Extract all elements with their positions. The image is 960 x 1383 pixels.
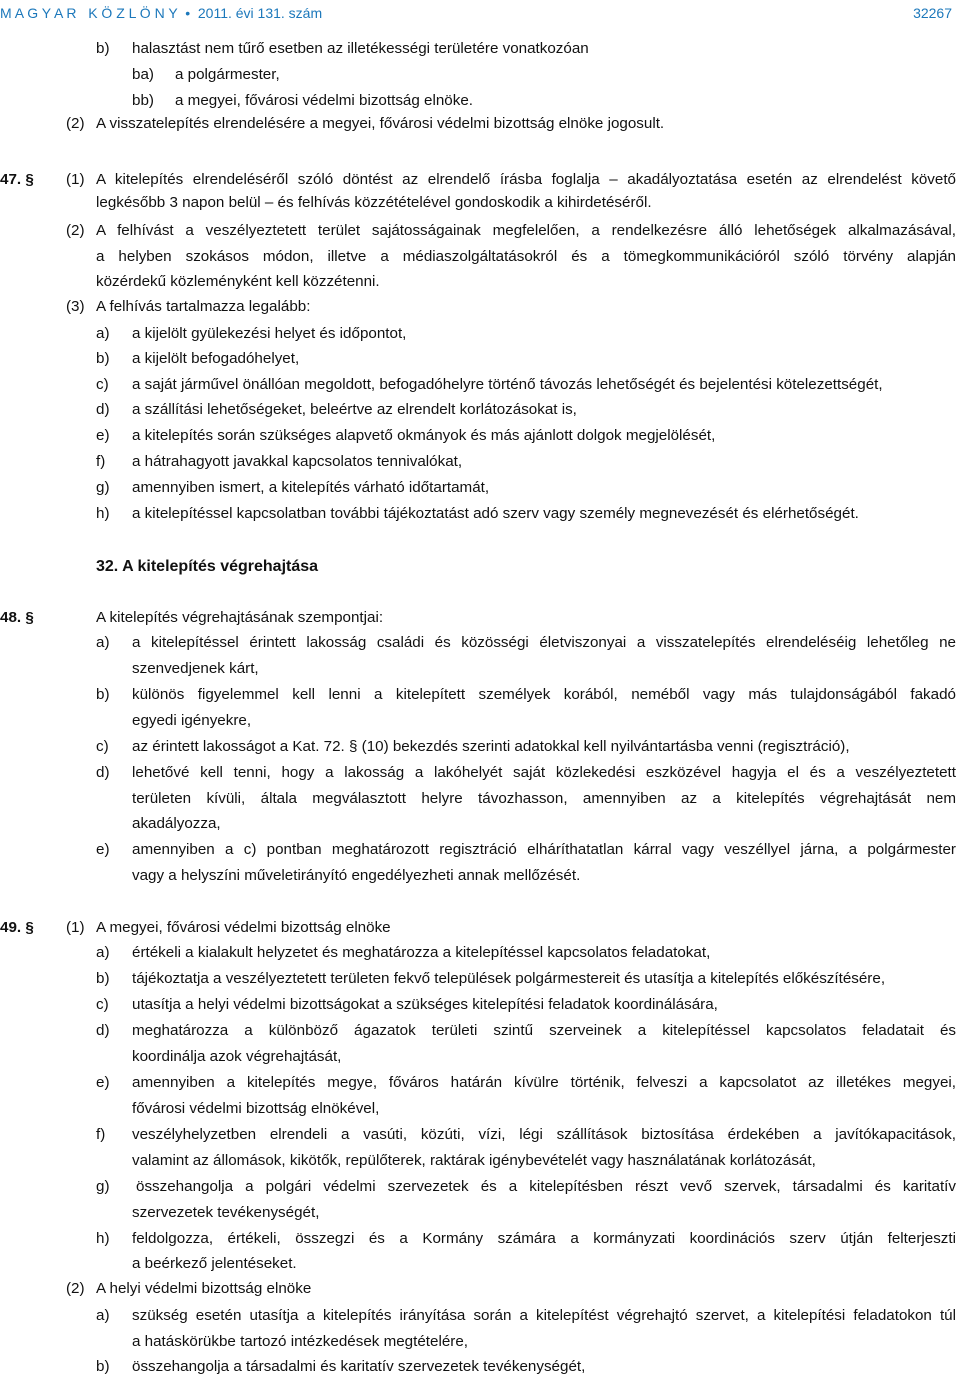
list-marker: f): [96, 453, 106, 470]
text-line: amennyiben a c) pontban meghatározott regisztráció elháríthatatlan kárral vagy veszéllyel járna, a polgármester: [132, 841, 956, 858]
text-line: a kitelepítés során szükséges alapvető okmányok és más ajánlott dolgok megjelölését,: [132, 427, 716, 444]
text-line: amennyiben a kitelepítés megye, főváros határán kívülre történik, felveszi a kapcsolatot az illetékes megyei,: [132, 1074, 956, 1091]
text-line: szükség esetén utasítja a kitelepítés irányítása során a kitelepítést végrehajtó szervet, a kitelepítési feladatokon túl: [132, 1307, 956, 1324]
text-line: veszélyhelyzetben elrendeli a vasúti, közúti, vízi, légi szállítások biztosítása érdekében a javítókapacitások,: [132, 1126, 956, 1143]
chapter-heading: 32. A kitelepítés végrehajtása: [96, 558, 319, 575]
text-line: koordinálja azok végrehajtását,: [132, 1048, 342, 1065]
text-line: a polgármester,: [175, 66, 280, 83]
text-line: a kijelölt befogadóhelyet,: [132, 350, 300, 367]
list-marker: h): [96, 505, 110, 522]
text-line: a beérkező jelentéseket.: [132, 1255, 297, 1272]
text-line: fővárosi védelmi bizottság elnökével,: [132, 1100, 380, 1117]
list-marker: a): [96, 634, 110, 651]
list-marker: a): [96, 325, 110, 342]
list-marker: (1): [66, 171, 85, 188]
list-marker: (2): [66, 115, 85, 132]
text-line: szervezetek tevékenységét,: [132, 1204, 320, 1221]
list-marker: b): [96, 1358, 110, 1375]
text-line: a megyei, fővárosi védelmi bizottság elnöke.: [175, 92, 473, 109]
text-line: a kitelepítéssel kapcsolatban további tájékoztatást adó szerv vagy személy megnevezését és elérhetőségét.: [132, 505, 859, 522]
text-line: utasítja a helyi védelmi bizottságokat a szükséges kitelepítési feladatok koordinálására,: [132, 996, 718, 1013]
text-line: értékeli a kialakult helyzetet és meghatározza a kitelepítéssel kapcsolatos feladatokat,: [132, 944, 711, 961]
list-marker: e): [96, 841, 110, 858]
text-line: A felhívást a veszélyeztetett terület sajátosságainak megfelelően, a rendelkezésre álló lehetőségek alkalmazásával,: [96, 222, 956, 239]
text-line: szenvedjenek kárt,: [132, 660, 259, 677]
text-line: meghatározza a különböző ágazatok területi szintű szerveinek a kitelepítéssel kapcsolatos feladatait és: [132, 1022, 956, 1039]
list-marker: bb): [132, 92, 154, 109]
section-number: 48. §: [0, 609, 34, 626]
list-marker: (2): [66, 1280, 85, 1297]
list-marker: e): [96, 1074, 110, 1091]
list-marker: c): [96, 738, 109, 755]
text-line: A helyi védelmi bizottság elnöke: [96, 1280, 312, 1297]
list-marker: c): [96, 376, 109, 393]
text-line: összehangolja a polgári védelmi szervezetek és a kitelepítésben részt vevő szervek, társadalmi és karitatív: [136, 1178, 956, 1195]
list-marker: d): [96, 1022, 110, 1039]
text-line: legkésőbb 3 napon belül – és felhívás közzétételével gondoskodik a kihirdetéséről.: [96, 194, 652, 211]
text-line: területen kívüli, általa megválasztott helyre távozhasson, amennyiben az a kitelepítés végrehajtását nem: [132, 790, 956, 807]
text-line: A felhívás tartalmazza legalább:: [96, 298, 311, 315]
text-line: amennyiben ismert, a kitelepítés várható időtartamát,: [132, 479, 490, 496]
text-line: egyedi igényekre,: [132, 712, 252, 729]
list-marker: b): [96, 686, 110, 703]
list-marker: h): [96, 1230, 110, 1247]
text-line: közérdekű közleményként kell közzétenni.: [96, 273, 380, 290]
section-number: 49. §: [0, 919, 34, 936]
list-marker: e): [96, 427, 110, 444]
list-marker: b): [96, 40, 110, 57]
list-marker: a): [96, 1307, 110, 1324]
list-marker: c): [96, 996, 109, 1013]
text-line: feldolgozza, értékeli, összegzi és a Kormány számára a kormányzati koordinációs szerv útján felterjeszti: [132, 1230, 956, 1247]
text-line: A kitelepítés végrehajtásának szempontjai:: [96, 609, 384, 626]
list-marker: b): [96, 350, 110, 367]
journal-title: M A G Y A R K Ö Z L Ö N Y • 2011. évi 131. szám: [0, 5, 323, 21]
text-line: A megyei, fővárosi védelmi bizottság elnöke: [96, 919, 391, 936]
list-marker: (1): [66, 919, 85, 936]
text-line: halasztást nem tűrő esetben az illetékességi területére vonatkozóan: [132, 40, 589, 57]
text-line: összehangolja a társadalmi és karitatív szervezetek tevékenységét,: [132, 1358, 586, 1375]
text-line: a hatáskörükbe tartozó intézkedések megtételére,: [132, 1333, 469, 1350]
text-line: a kijelölt gyülekezési helyet és időpontot,: [132, 325, 407, 342]
page-header: [0, 0, 960, 26]
list-marker: d): [96, 401, 110, 418]
text-line: különös figyelemmel kell lenni a kitelepített személyek korából, neméből vagy más tulajdonságából fakadó: [132, 686, 956, 703]
list-marker: d): [96, 764, 110, 781]
text-line: a helyben szokásos módon, illetve a médiaszolgáltatásokról és a tömegkommunikációról szóló törvény alapján: [96, 248, 956, 265]
page-number: 32267: [913, 5, 952, 21]
text-line: akadályozza,: [132, 815, 221, 832]
list-marker: b): [96, 970, 110, 987]
list-marker: g): [96, 479, 110, 496]
text-line: lehetővé kell tenni, hogy a lakosság a lakóhelyét saját közlekedési eszközével hagyja el és a veszélyeztetett: [132, 764, 956, 781]
list-marker: f): [96, 1126, 106, 1143]
text-line: a kitelepítéssel érintett lakosság családi és közösségi életviszonyai a visszatelepítés elrendeléséig lehetőleg ne: [132, 634, 956, 651]
text-line: A kitelepítés elrendeléséről szóló döntést az elrendelő írásba foglalja – akadályoztatása esetén az elrendelést követő: [96, 171, 956, 188]
section-number: 47. §: [0, 171, 34, 188]
text-line: a saját járművel önállóan megoldott, befogadóhelyre történő távozás lehetőségét és bejelentési kötelezettségét,: [132, 376, 883, 393]
text-line: a szállítási lehetőségeket, beleértve az elrendelt korlátozásokat is,: [132, 401, 577, 418]
list-marker: ba): [132, 66, 154, 83]
list-marker: g): [96, 1178, 110, 1195]
text-line: tájékoztatja a veszélyeztetett területen fekvő települések polgármestereit és utasítja a kitelepítés előkészítésére,: [132, 970, 886, 987]
text-line: vagy a helyszíni műveletirányító engedélyezheti annak mellőzését.: [132, 867, 581, 884]
text-line: a hátrahagyott javakkal kapcsolatos tennivalókat,: [132, 453, 463, 470]
text-line: az érintett lakosságot a Kat. 72. § (10) bekezdés szerinti adatokkal kell nyilvántartásba venni (regisztráció),: [132, 738, 850, 755]
list-marker: (2): [66, 222, 85, 239]
text-line: valamint az állomások, kikötők, repülőterek, raktárak igénybevételét vagy használatának korlátozását,: [132, 1152, 816, 1169]
list-marker: (3): [66, 298, 85, 315]
text-line: A visszatelepítés elrendelésére a megyei, fővárosi védelmi bizottság elnöke jogosult.: [96, 115, 665, 132]
list-marker: a): [96, 944, 110, 961]
